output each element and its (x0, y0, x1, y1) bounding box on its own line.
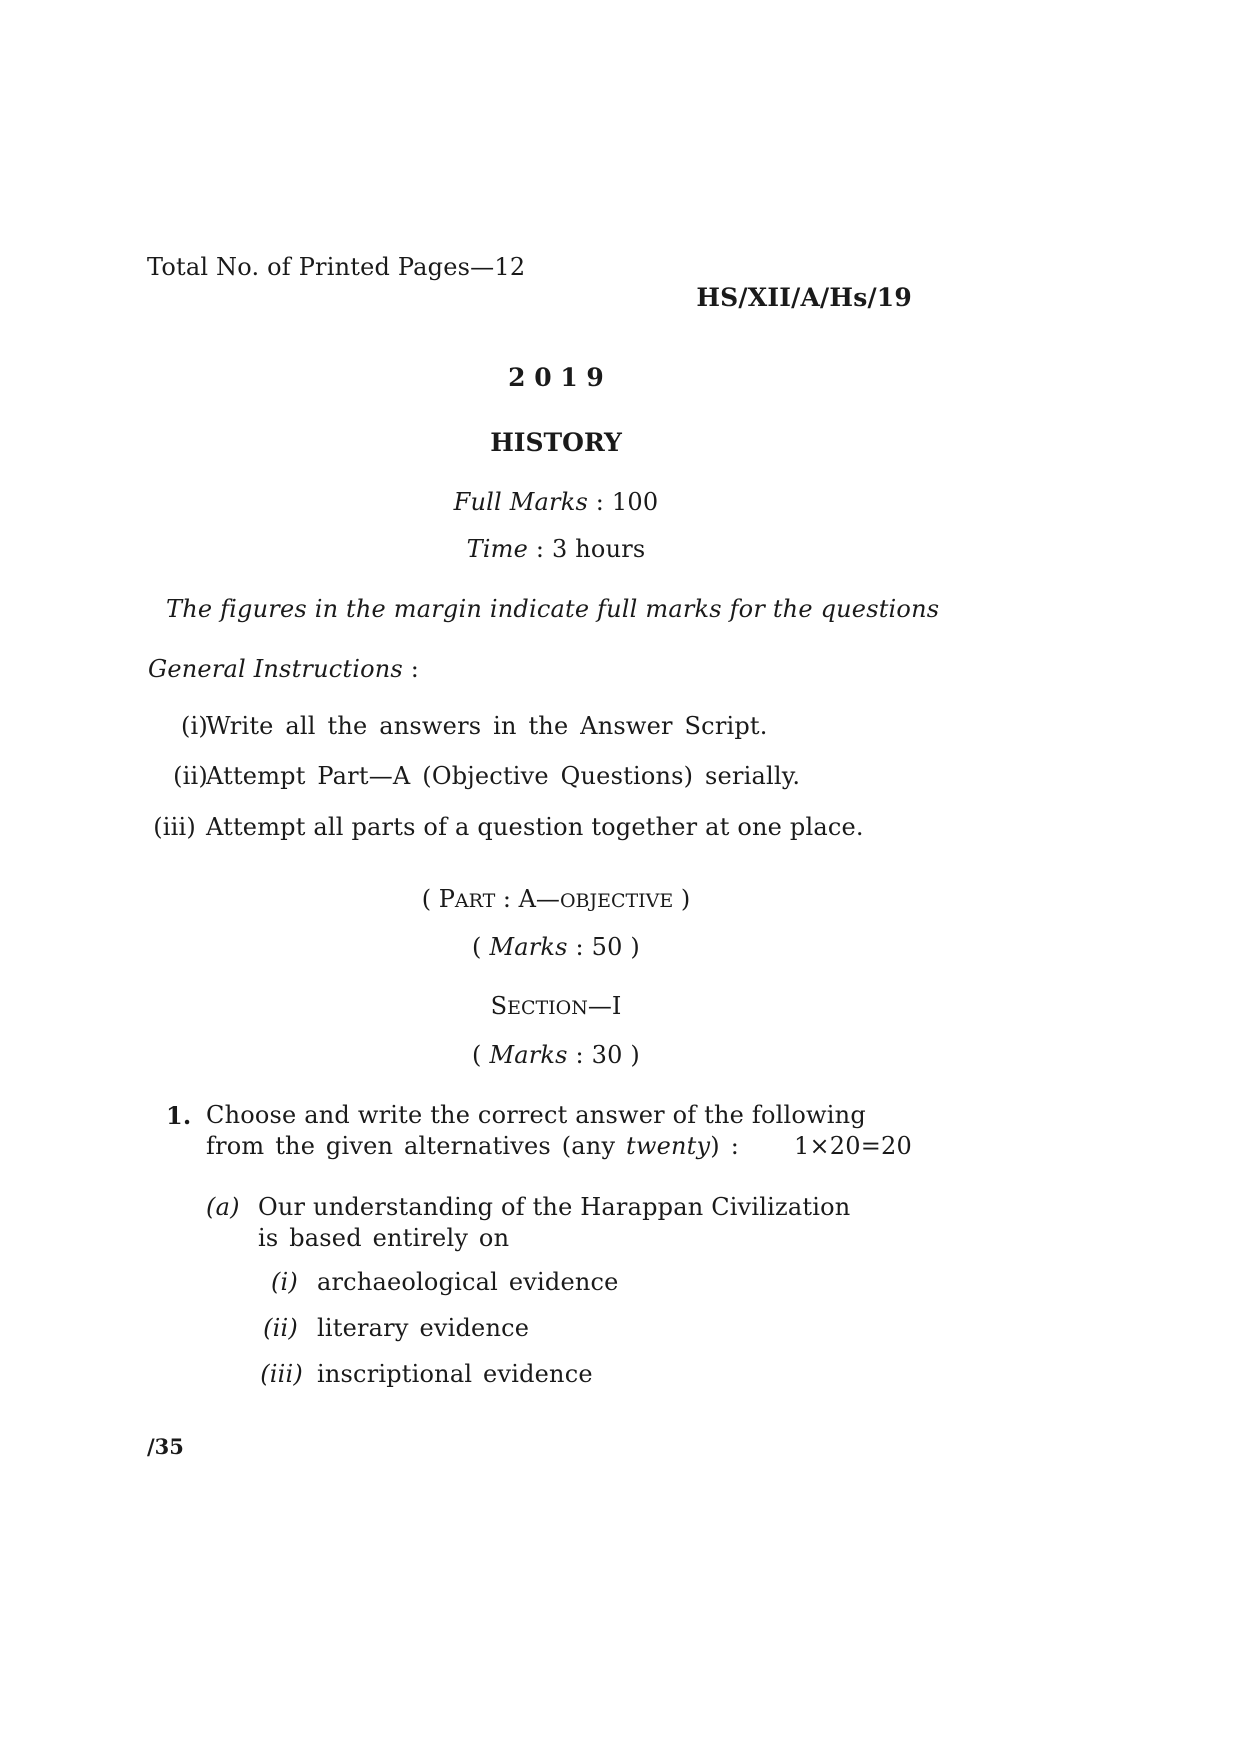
subquestion-label: (a) (206, 1193, 240, 1221)
part-marks-value: : 50 ) (567, 933, 640, 961)
page-reference: /35 (147, 1434, 184, 1459)
instruction-num: (i) (180, 712, 208, 740)
part-marks-label: Marks (489, 933, 568, 961)
margin-note: The figures in the margin indicate full marks for the questions (166, 595, 940, 623)
question-line2-b: twenty (626, 1132, 711, 1160)
question-number: 1. (166, 1101, 192, 1130)
instruction-text: Write all the answers in the Answer Script. (206, 712, 768, 740)
part-p-rest: ART (454, 890, 496, 912)
option-num: (ii) (263, 1314, 298, 1342)
subquestion-line: is based entirely on (258, 1224, 510, 1252)
part-objective: OBJECTIVE (559, 890, 674, 912)
option-text: archaeological evidence (317, 1268, 619, 1296)
part-marks (0, 933, 1177, 961)
section-s-rest: ECTION (507, 997, 588, 1019)
question-line: Choose and write the correct answer of the following (206, 1101, 866, 1129)
question-marks: 1×20=20 (794, 1132, 912, 1160)
section-s-cap: S (490, 992, 508, 1020)
instruction-num: (iii) (153, 813, 196, 841)
paper-code: HS/XII/A/Hs/19 (696, 283, 912, 312)
exam-time (0, 535, 1177, 563)
section-marks-label: Marks (489, 1041, 568, 1069)
question-line2-a: from the given alternatives (any (206, 1132, 627, 1160)
total-pages-text: Total No. of Printed Pages—12 (147, 253, 526, 281)
section-suffix: —I (587, 992, 622, 1020)
instructions-heading-colon: : (402, 655, 420, 683)
part-close: ) (673, 885, 691, 913)
question-line2-c: ) : (710, 1132, 739, 1160)
section-marks-value: : 30 ) (567, 1041, 640, 1069)
option-text: inscriptional evidence (317, 1360, 593, 1388)
time-label: Time (466, 535, 529, 563)
full-marks-value: : 100 (587, 488, 659, 516)
option-text: literary evidence (317, 1314, 530, 1342)
instructions-heading (148, 655, 419, 683)
part-p-cap: P (438, 885, 455, 913)
question-line (206, 1132, 739, 1160)
subject-title: HISTORY (490, 428, 622, 457)
instruction-text: Attempt Part—A (Objective Questions) serially. (206, 762, 801, 790)
exam-year: 2 0 1 9 (508, 363, 604, 392)
part-heading (0, 885, 1177, 913)
part-marks-open: ( (472, 933, 490, 961)
option-num: (iii) (260, 1360, 303, 1388)
instruction-text: Attempt all parts of a question together at one place. (206, 813, 864, 841)
time-value: : 3 hours (528, 535, 646, 563)
instruction-num: (ii) (173, 762, 208, 790)
option-num: (i) (270, 1268, 298, 1296)
full-marks (0, 488, 1177, 516)
full-marks-label: Full Marks (453, 488, 588, 516)
part-open: ( (421, 885, 439, 913)
instructions-heading-label: General Instructions (148, 655, 403, 683)
section-marks-open: ( (472, 1041, 490, 1069)
section-marks (0, 1041, 1177, 1069)
subquestion-line: Our understanding of the Harappan Civilization (258, 1193, 851, 1221)
section-heading (0, 992, 1177, 1020)
part-mid: : A— (495, 885, 560, 913)
